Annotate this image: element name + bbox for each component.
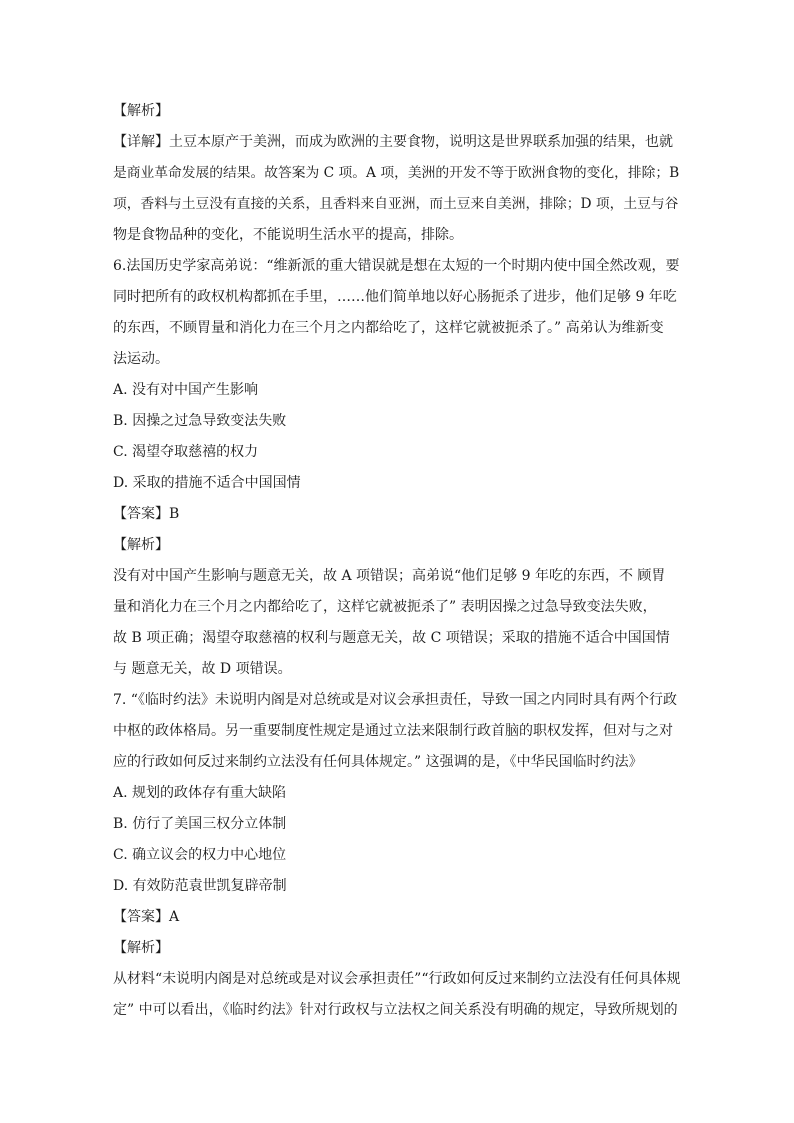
question-7-answer: 【答案】A xyxy=(113,909,180,925)
question-7-stem-line: 中枢的政体格局。另一重要制度性规定是通过立法来限制行政首脑的职权发挥，但对与之对 xyxy=(113,723,673,739)
question-6-stem-line: 法运动。 xyxy=(113,351,169,367)
question-6-option-a: A. 没有对中国产生影响 xyxy=(113,382,259,398)
question-6-analysis-line: 量和消化力在三个月之内都给吃了，这样它就被扼杀了” 表明因操之过急导致变法失败， xyxy=(113,599,657,615)
question-6-analysis-line: 没有对中国产生影响与题意无关，故 A 项错误；高弟说“他们足够 9 年吃的东西，不 顾胃 xyxy=(113,568,666,584)
question-7-option-d: D. 有效防范袁世凯复辟帝制 xyxy=(113,878,287,894)
detail-paragraph-line: 是商业革命发展的结果。故答案为 C 项。A 项，美洲的开发不等于欧洲食物的变化，排除；B xyxy=(113,165,680,181)
question-6-stem-line: 6.法国历史学家高弟说：“维新派的重大错误就是想在太短的一个时期内使中国全然改观，要 xyxy=(113,258,680,274)
question-7-option-c: C. 确立议会的权力中心地位 xyxy=(113,847,287,863)
detail-paragraph-line: 项，香料与土豆没有直接的关系，且香料来自亚洲，而土豆来自美洲，排除；D 项，土豆与谷 xyxy=(113,196,679,212)
analysis-heading: 【解析】 xyxy=(113,103,169,119)
question-6-option-d: D. 采取的措施不适合中国国情 xyxy=(113,475,301,491)
question-7-analysis-heading: 【解析】 xyxy=(113,940,169,956)
question-6-analysis-line: 与 题意无关，故 D 项错误。 xyxy=(113,661,292,677)
detail-paragraph-line: 物是食物品种的变化，不能说明生活水平的提高，排除。 xyxy=(113,227,463,243)
question-6-analysis-line: 故 B 项正确；渴望夺取慈禧的权利与题意无关，故 C 项错误；采取的措施不适合中国国情 xyxy=(113,630,670,646)
question-7-option-a: A. 规划的政体存有重大缺陷 xyxy=(113,785,287,801)
question-6-option-b: B. 因操之过急导致变法失败 xyxy=(113,413,287,429)
question-7-analysis-line: 从材料“未说明内阁是对总统或是对议会承担责任”“行政如何反过来制约立法没有任何具体规 xyxy=(113,971,681,987)
question-6-stem-line: 的东西，不顾胃量和消化力在三个月之内都给吃了，这样它就被扼杀了。” 高弟认为维新变 xyxy=(113,320,664,336)
question-7-stem-line: 7. “《临时约法》未说明内阁是对总统或是对议会承担责任，导致一国之内同时具有两个行政 xyxy=(113,692,677,708)
question-7-analysis-line: 定” 中可以看出，《临时约法》针对行政权与立法权之间关系没有明确的规定，导致所规划的 xyxy=(113,1002,678,1018)
document-page xyxy=(113,100,683,1030)
detail-paragraph-line: 【详解】土豆本原产于美洲，而成为欧洲的主要食物，说明这是世界联系加强的结果，也就 xyxy=(113,134,673,150)
question-6-option-c: C. 渴望夺取慈禧的权力 xyxy=(113,444,259,460)
question-6-stem-line: 同时把所有的政权机构都抓在手里，……他们简单地以好心肠扼杀了进步，他们足够 9 年吃 xyxy=(113,289,677,305)
question-6-answer: 【答案】B xyxy=(113,506,180,522)
question-7-option-b: B. 仿行了美国三权分立体制 xyxy=(113,816,287,832)
question-7-stem-line: 应的行政如何反过来制约立法没有任何具体规定。” 这强调的是，《中华民国临时约法》 xyxy=(113,754,643,770)
question-6-analysis-heading: 【解析】 xyxy=(113,537,169,553)
